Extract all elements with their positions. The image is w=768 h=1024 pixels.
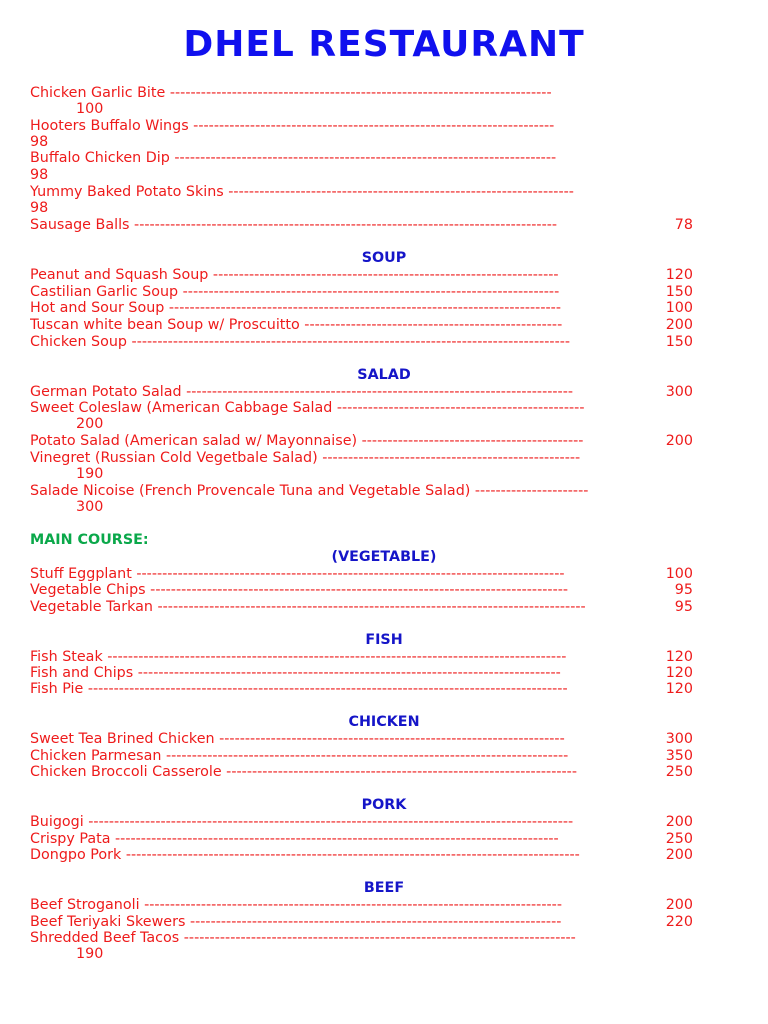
menu-item-text: Crispy Pata --------------------------------------------------------------------------------------	[30, 831, 559, 847]
menu-item-price: 98	[30, 200, 49, 216]
menu-item-price: 120	[665, 649, 693, 665]
menu-item-text: German Potato Salad ---------------------------------------------------------------------------	[30, 384, 574, 400]
menu-item-price: 200	[665, 897, 693, 913]
section-heading-pork: PORK	[361, 797, 407, 813]
menu-item-price: 120	[665, 665, 693, 681]
menu-item-text: Fish Pie ---------------------------------------------------------------------------------------------	[30, 681, 568, 697]
main-course-label: MAIN COURSE:	[30, 532, 149, 548]
menu-item-price: 190	[76, 946, 104, 962]
menu-item-text: Sausage Balls ----------------------------------------------------------------------------------	[30, 217, 558, 233]
restaurant-title: DHEL RESTAURANT	[183, 24, 585, 65]
menu-item-price: 78	[674, 217, 693, 233]
menu-item-text: Chicken Soup -------------------------------------------------------------------------------------	[30, 334, 571, 350]
menu-item-text: Fish and Chips ----------------------------------------------------------------------------------	[30, 665, 561, 681]
menu-item-text: Beef Teriyaki Skewers ------------------------------------------------------------------------	[30, 914, 562, 930]
menu-item-price: 200	[665, 317, 693, 333]
menu-item-price: 150	[665, 284, 693, 300]
menu-item-text: Potato Salad (American salad w/ Mayonnaise) -------------------------------------------	[30, 433, 584, 449]
menu-item-text: Buigogi ----------------------------------------------------------------------------------------------	[30, 814, 574, 830]
menu-item-text: Salade Nicoise (French Provencale Tuna and Vegetable Salad) ----------------------	[30, 483, 589, 499]
menu-item-text: Vinegret (Russian Cold Vegetbale Salad) --------------------------------------------------	[30, 450, 581, 466]
menu-item-price: 95	[674, 582, 693, 598]
menu-item-price: 120	[665, 267, 693, 283]
menu-item-text: Vegetable Chips ---------------------------------------------------------------------------------	[30, 582, 569, 598]
menu-item-text: Buffalo Chicken Dip --------------------------------------------------------------------------	[30, 150, 557, 166]
menu-item-price: 300	[76, 499, 104, 515]
section-heading-soup: SOUP	[361, 250, 407, 266]
menu-item-text: Fish Steak -----------------------------------------------------------------------------------------	[30, 649, 567, 665]
menu-item-price: 190	[76, 466, 104, 482]
menu-item-price: 120	[665, 681, 693, 697]
menu-item-price: 300	[665, 384, 693, 400]
section-heading-vegetable: (VEGETABLE)	[331, 549, 437, 565]
menu-item-price: 98	[30, 167, 49, 183]
menu-item-price: 200	[665, 433, 693, 449]
menu-item-text: Shredded Beef Tacos ----------------------------------------------------------------------------	[30, 930, 576, 946]
menu-item-price: 220	[665, 914, 693, 930]
menu-item-price: 100	[76, 101, 104, 117]
menu-item-text: Castilian Garlic Soup -------------------------------------------------------------------------	[30, 284, 560, 300]
menu-item-text: Beef Stroganoli ---------------------------------------------------------------------------------	[30, 897, 562, 913]
menu-item-price: 200	[665, 847, 693, 863]
menu-item-text: Peanut and Squash Soup -------------------------------------------------------------------	[30, 267, 559, 283]
menu-item-text: Stuff Eggplant -----------------------------------------------------------------------------------	[30, 566, 565, 582]
menu-item-price: 200	[665, 814, 693, 830]
section-heading-fish: FISH	[365, 632, 403, 648]
section-heading-beef: BEEF	[363, 880, 405, 896]
menu-item-text: Yummy Baked Potato Skins -------------------------------------------------------------------	[30, 184, 574, 200]
menu-item-text: Hooters Buffalo Wings ----------------------------------------------------------------------	[30, 118, 555, 134]
menu-item-text: Vegetable Tarkan -----------------------------------------------------------------------------------	[30, 599, 586, 615]
menu-item-price: 300	[665, 731, 693, 747]
menu-item-text: Tuscan white bean Soup w/ Proscuitto --------------------------------------------------	[30, 317, 563, 333]
section-heading-chicken: CHICKEN	[348, 714, 420, 730]
menu-item-price: 95	[674, 599, 693, 615]
menu-item-text: Sweet Coleslaw (American Cabbage Salad ------------------------------------------------	[30, 400, 585, 416]
menu-item-price: 250	[665, 831, 693, 847]
menu-item-text: Chicken Broccoli Casserole --------------------------------------------------------------------	[30, 764, 577, 780]
menu-item-price: 200	[76, 416, 104, 432]
menu-item-text: Dongpo Pork ----------------------------------------------------------------------------------------	[30, 847, 580, 863]
menu-item-price: 100	[665, 566, 693, 582]
menu-item-price: 98	[30, 134, 49, 150]
menu-item-price: 350	[665, 748, 693, 764]
menu-item-price: 250	[665, 764, 693, 780]
section-heading-salad: SALAD	[357, 367, 411, 383]
menu-item-text: Chicken Parmesan ------------------------------------------------------------------------------	[30, 748, 569, 764]
menu-item-text: Chicken Garlic Bite --------------------------------------------------------------------------	[30, 85, 552, 101]
menu-item-text: Sweet Tea Brined Chicken -------------------------------------------------------------------	[30, 731, 565, 747]
menu-item-price: 100	[665, 300, 693, 316]
menu-item-price: 150	[665, 334, 693, 350]
menu-item-text: Hot and Sour Soup ----------------------------------------------------------------------------	[30, 300, 561, 316]
